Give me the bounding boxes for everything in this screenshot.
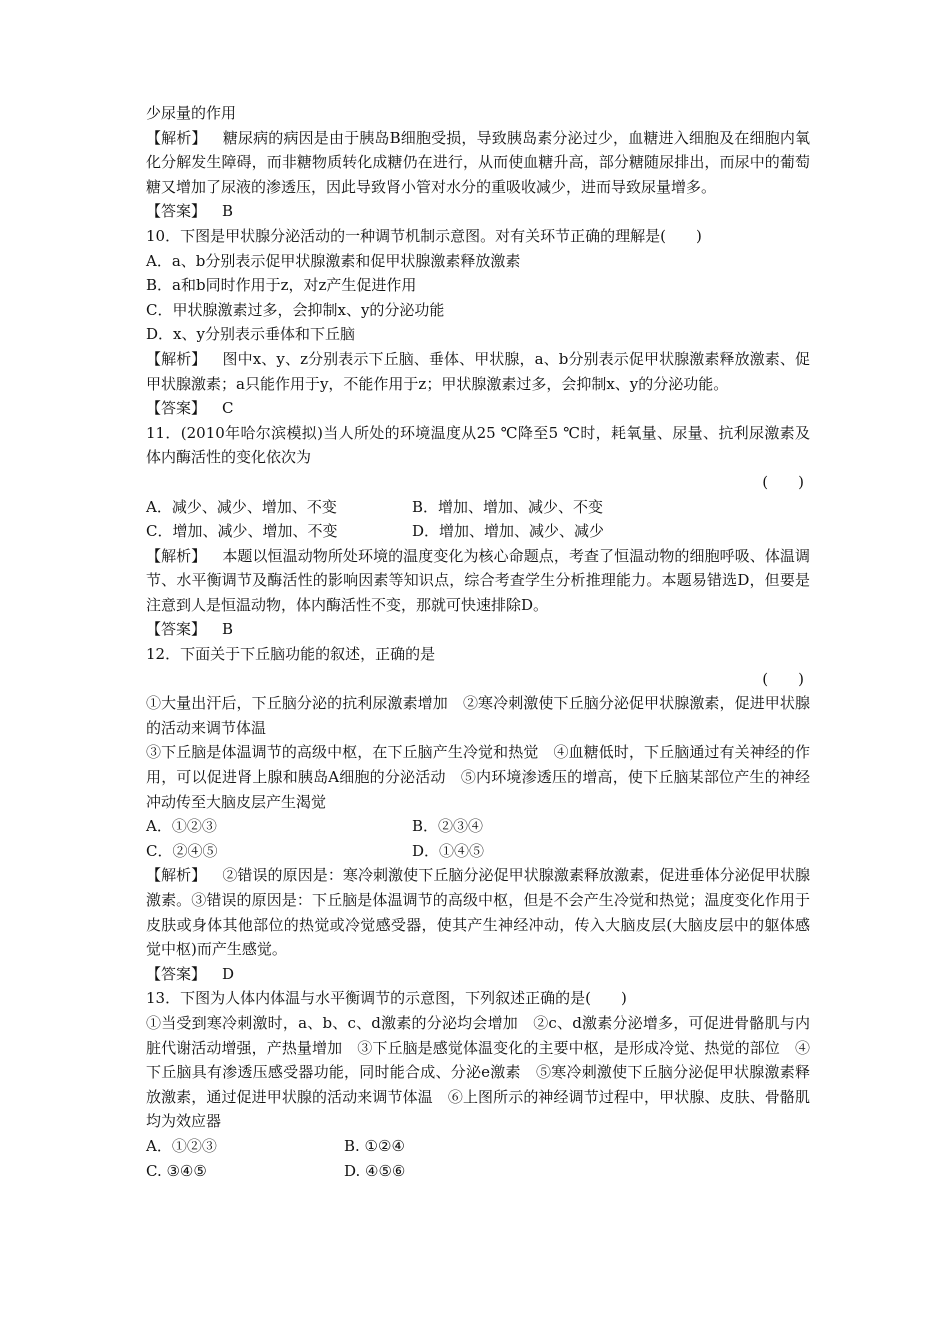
answer-label: 【答案】 [146,202,207,221]
answer-value: B [222,202,234,221]
q13-option-c: C. ③④⑤ [146,1161,207,1180]
q13-option-a: A．①②③ [146,1136,217,1155]
q11-option-d: D．增加、增加、减少、减少 [412,522,605,541]
q12-options-row-1 [146,814,810,839]
answer-label: 【答案】 [146,964,207,983]
q9-analysis [146,126,810,200]
q10-option-d: D．x、y分别表示垂体和下丘脑 [146,325,355,344]
q11-answer [146,617,810,642]
q11-options-row-2 [146,519,810,544]
analysis-text: 本题以恒温动物所处环境的温度变化为核心命题点，考查了恒温动物的细胞呼吸、体温调节、水平衡调节及酶活性的影响因素等知识点，综合考查学生分析推理能力。本题易错选D，但要是注意到人是恒温动物，体内酶活性不变，那就可快速排除D。 [146,546,810,614]
answer-label: 【答案】 [146,399,207,418]
q12-stem: 12．下面关于下丘脑功能的叙述，正确的是 [146,645,436,664]
analysis-text: 糖尿病的病因是由于胰岛B细胞受损，导致胰岛素分泌过少，血糖进入细胞及在细胞内氧化分解发生障碍，而非糖物质转化成糖仍在进行，从而使血糖升高，部分糖随尿排出，而尿中的葡萄糖又增加了尿液的渗透压，因此导致肾小管对水分的重吸收减少，进而导致尿量增多。 [146,128,810,196]
document-page [146,101,810,1183]
q13-options-row-2 [146,1159,810,1184]
analysis-label: 【解析】 [146,546,207,565]
q12-option-b: B．②③④ [412,817,484,836]
q10-option-c: C．甲状腺激素过多，会抑制x、y的分泌功能 [146,300,445,319]
q10-option-a: A．a、b分别表示促甲状腺激素和促甲状腺激素释放激素 [146,251,521,270]
q12-analysis [146,863,810,961]
q10-option-b: B．a和b同时作用于z，对z产生促进作用 [146,276,417,295]
q12-option-d: D．①④⑤ [412,841,485,860]
q13-stem: 13．下图为人体内体温与水平衡调节的示意图，下列叙述正确的是( ) [146,989,627,1008]
answer-value: D [222,964,235,983]
analysis-text: ②错误的原因是：寒冷刺激使下丘脑分泌促甲状腺激素释放激素，促进垂体分泌促甲状腺激素。③错误的原因是：下丘脑是体温调节的高级中枢，但是不会产生冷觉和热觉；温度变化作用于皮肤或身体其他部位的热觉或冷觉感受器，使其产生神经冲动，传入大脑皮层(大脑皮层中的躯体感觉中枢)而产生感觉。 [146,866,810,959]
q11-option-b: B．增加、增加、减少、不变 [412,497,604,516]
q11-bracket: ( ) [762,472,804,491]
q12-statements-1: ①大量出汗后，下丘脑分泌的抗利尿激素增加 ②寒冷刺激使下丘脑分泌促甲状腺激素，促进甲状腺的活动来调节体温 [146,694,810,737]
q11-option-a: A．减少、减少、增加、不变 [146,497,337,516]
answer-value: B [222,620,234,639]
q12-bracket: ( ) [762,669,804,688]
answer-value: C [222,399,234,418]
q12-options-row-2 [146,839,810,864]
q9-answer [146,199,810,224]
q9-tail: 少尿量的作用 [146,104,237,122]
q13-options-row-1 [146,1134,810,1159]
q12-option-a: A．①②③ [146,817,217,836]
analysis-label: 【解析】 [146,349,207,368]
q10-analysis [146,347,810,396]
q13-option-d: D. ④⑤⑥ [344,1161,406,1180]
q12-option-c: C．②④⑤ [146,841,218,860]
q11-option-c: C．增加、减少、增加、不变 [146,522,338,541]
answer-label: 【答案】 [146,620,207,639]
analysis-text: 图中x、y、z分别表示下丘脑、垂体、甲状腺，a、b分别表示促甲状腺激素释放激素、促甲状腺激素；a只能作用于y，不能作用于z；甲状腺激素过多，会抑制x、y的分泌功能。 [146,349,810,393]
q12-statements-2: ③下丘脑是体温调节的高级中枢，在下丘脑产生冷觉和热觉 ④血糖低时，下丘脑通过有关神经的作用，可以促进肾上腺和胰岛A细胞的分泌活动 ⑤内环境渗透压的增高，使下丘脑某部位产生的神经冲动传至大脑皮层产生渴觉 [146,743,810,811]
q11-options-row-1 [146,495,810,520]
q13-option-b: B. ①②④ [344,1136,405,1155]
q11-analysis [146,544,810,618]
q13-statements: ①当受到寒冷刺激时，a、b、c、d激素的分泌均会增加 ②c、d激素分泌增多，可促进骨骼肌与内脏代谢活动增强，产热量增加 ③下丘脑是感觉体温变化的主要中枢，是形成冷觉、热觉的部位 ④下丘脑具有渗透压感受器功能，同时能合成、分泌e激素 ⑤寒冷刺激使下丘脑分泌促甲状腺激素释放激素，通过促进甲状腺的活动来调节体温 ⑥上图所示的神经调节过程中，甲状腺、皮肤、骨骼肌均为效应器 [146,1013,810,1131]
q10-answer [146,396,810,421]
q11-stem: 11．(2010年哈尔滨模拟)当人所处的环境温度从25 ℃降至5 ℃时，耗氧量、尿量、抗利尿激素及体内酶活性的变化依次为 [146,423,810,467]
q10-stem: 10．下图是甲状腺分泌活动的一种调节机制示意图。对有关环节正确的理解是( ) [146,226,702,245]
analysis-label: 【解析】 [146,866,207,885]
q12-answer [146,962,810,987]
analysis-label: 【解析】 [146,128,207,147]
